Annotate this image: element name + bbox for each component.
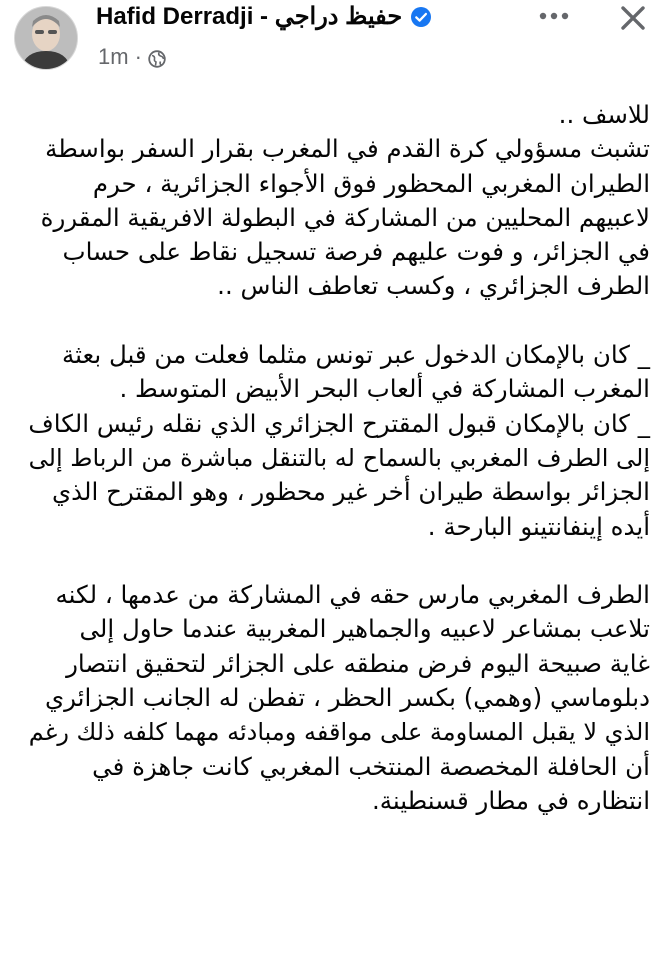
post-text-line: في الجزائر، و فوت عليهم فرصة تسجيل نقاط على حساب xyxy=(62,237,650,267)
close-icon xyxy=(620,5,646,31)
post-text-line: الطيران المغربي المحظور فوق الأجواء الجزائرية ، حرم xyxy=(92,168,650,198)
more-options-button[interactable] xyxy=(534,2,574,30)
post-text-line: الجزائر بواسطة طيران أخر غير محظور ، وهو المقترح الذي xyxy=(52,477,650,507)
author-row xyxy=(96,2,432,31)
globe-icon[interactable] xyxy=(148,48,166,66)
paragraph-gap xyxy=(18,304,650,338)
paragraph-gap xyxy=(18,544,650,578)
post-text-line: الطرف الجزائري ، وكسب تعاطف الناس .. xyxy=(217,271,650,301)
post-text-line: دبلوماسي (وهمي) بكسر الحظر ، تفطن له الجانب الجزائري xyxy=(44,683,650,713)
post-text-line: لاعبيهم المحليين من المشاركة في البطولة الافريقية المقررة xyxy=(40,202,650,232)
post-text-line: الذي لا يقبل المساومة على مواقفه ومبادئه مهما كلفه ذلك رغم xyxy=(28,718,650,747)
close-button[interactable] xyxy=(612,0,654,36)
post-text-line: المغرب المشاركة في ألعاب البحر الأبيض المتوسط . xyxy=(119,374,650,404)
post-text-line: _ كان بالإمكان الدخول عبر تونس مثلما فعلت من قبل بعثة xyxy=(62,340,650,370)
verified-badge-icon xyxy=(410,6,432,28)
meta-separator: · xyxy=(134,44,142,69)
author-name[interactable]: Hafid Derradji - حفيظ دراجي xyxy=(96,3,403,30)
post-text-line: إلى الطرف المغربي بالسماح له بالتنقل مباشرة من الرباط إلى xyxy=(28,443,650,472)
post-text xyxy=(18,98,650,818)
author-avatar[interactable] xyxy=(14,6,78,70)
post-header xyxy=(0,0,667,78)
avatar-photo xyxy=(15,7,77,69)
post-text-line: _ كان بالإمكان قبول المقترح الجزائري الذي نقله رئيس الكاف xyxy=(28,408,650,438)
more-options-icon xyxy=(538,11,570,21)
post-text-line: أيده إينفانتينو البارحة . xyxy=(427,511,650,541)
post-text-line: الطرف المغربي مارس حقه في المشاركة من عدمها ، لكنه xyxy=(55,580,650,610)
post-text-line: تشبث مسؤولي كرة القدم في المغرب بقرار السفر بواسطة xyxy=(45,134,650,164)
post-text-line: أن الحافلة المخصصة المنتخب المغربي كانت جاهزة في xyxy=(92,751,650,781)
post-text-line: غاية صبيحة اليوم فرض منطقه على الجزائر لتحقيق انتصار xyxy=(66,648,650,678)
post-text-line: انتظاره في مطار قسنطينة. xyxy=(371,785,650,815)
post-timestamp[interactable]: 1m xyxy=(98,44,129,69)
post-text-line: تلاعب بمشاعر لاعبيه والجماهير المغربية عندما حاول إلى xyxy=(79,614,650,644)
post-meta xyxy=(98,44,166,70)
post-text-line: للاسف .. xyxy=(558,100,650,129)
